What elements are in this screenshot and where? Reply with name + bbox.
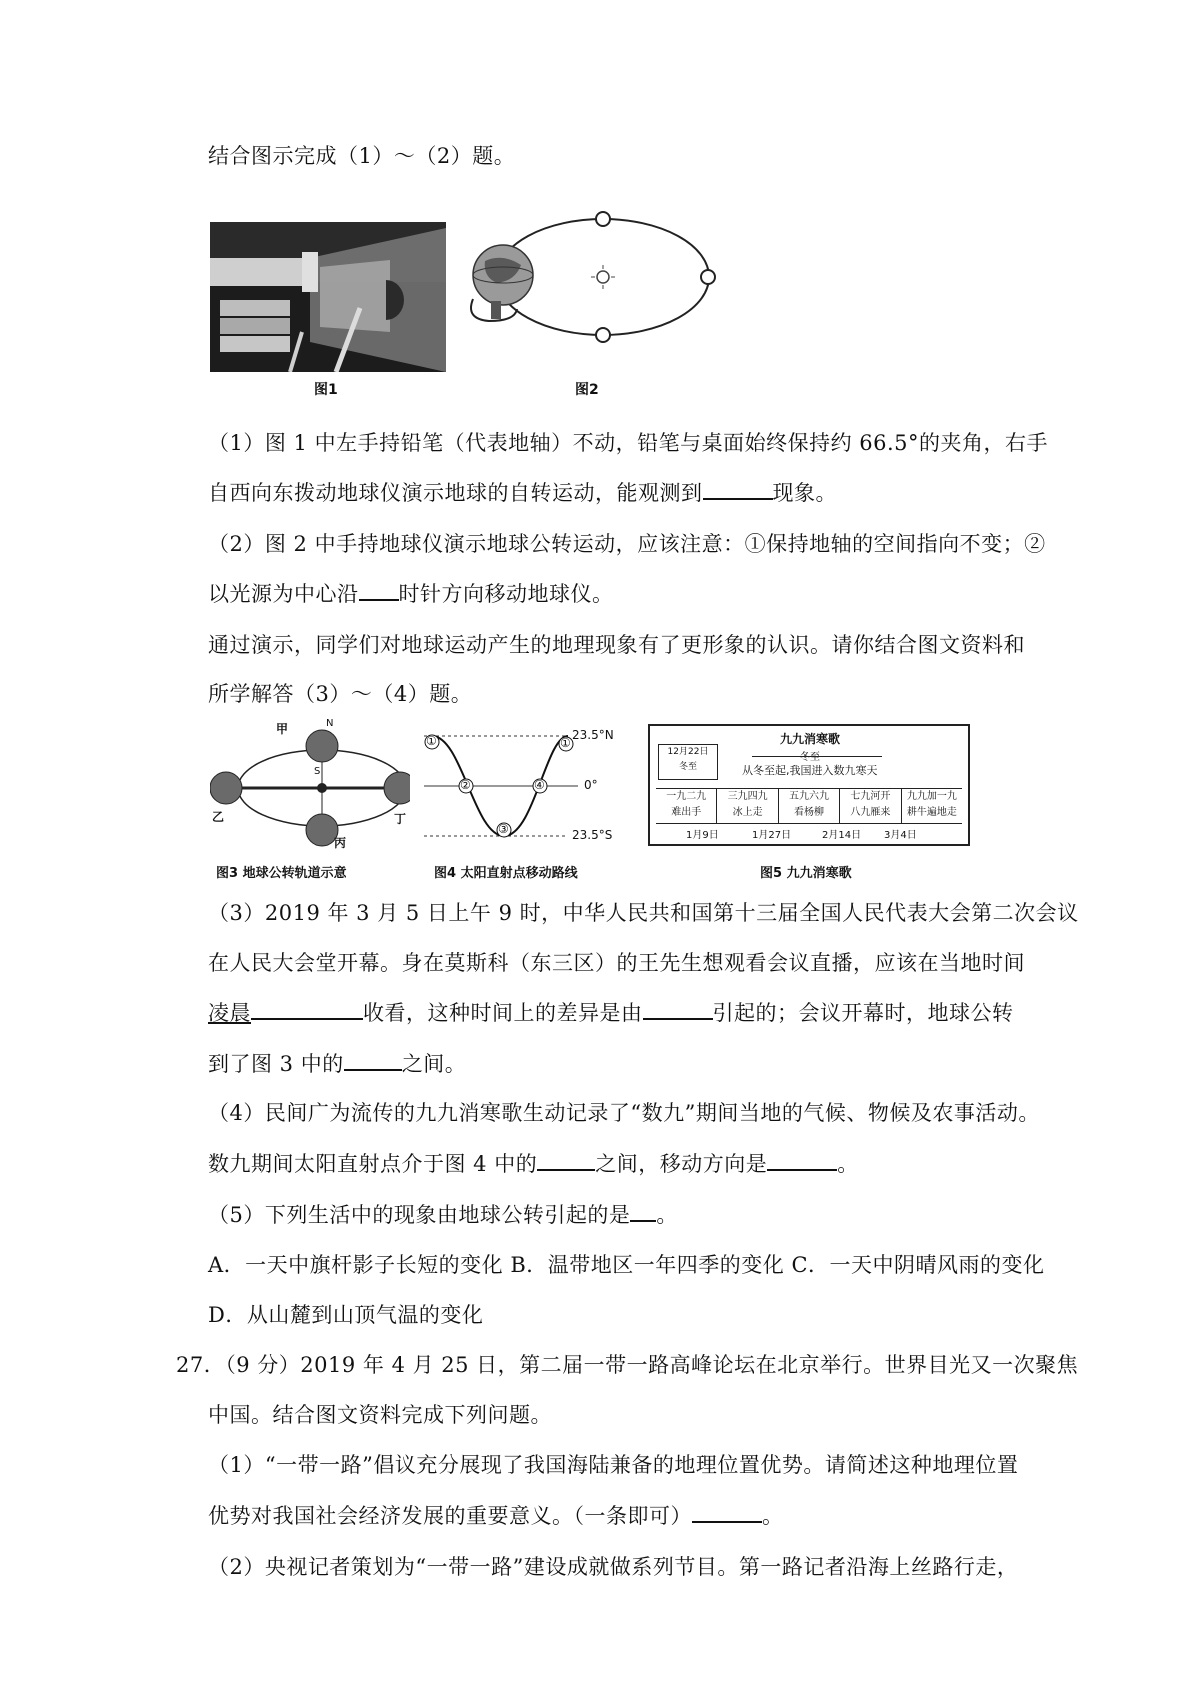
q2-line2	[208, 579, 614, 609]
fig3-label-bing: 丙	[334, 836, 347, 850]
q2-text-end: 时针方向移动地球仪。	[398, 582, 614, 606]
fig5-date-2: 1月27日	[752, 830, 792, 841]
q27-1-text-end: 。	[762, 1504, 784, 1528]
fig5-columns	[656, 788, 962, 824]
fig4-point-4: ④	[534, 778, 545, 792]
q27-text: （9 分）2019 年 4 月 25 日，第二届一带一路高峰论坛在北京举行。世界目光又一次聚焦	[225, 1353, 1079, 1377]
figure-5-song	[648, 724, 970, 846]
fig5-col-1	[656, 789, 717, 823]
q4-text-mid: 之间，移动方向是	[595, 1152, 768, 1176]
figure-2-caption: 图2	[575, 382, 599, 398]
q27-1-line2	[208, 1501, 784, 1531]
fig3-label-yi: 乙	[212, 810, 225, 824]
figure-4-subsolar	[418, 722, 628, 850]
figure-5-caption: 图5 九九消寒歌	[760, 866, 852, 881]
figure-3-orbit	[210, 718, 410, 850]
q3-line1: （3）2019 年 3 月 5 日上午 9 时，中华人民共和国第十三届全国人民代表大会第二次会议	[208, 901, 1079, 925]
fig5-date-1: 1月9日	[686, 830, 719, 841]
q27-number: 27．	[176, 1353, 226, 1377]
q5-option-d: D．从山麓到山顶气温的变化	[208, 1303, 484, 1327]
fig5-date-4: 3月4日	[884, 830, 917, 841]
q27-1-text: 优势对我国社会经济发展的重要意义。（一条即可）	[208, 1504, 692, 1528]
q27-1-line1: （1）“一带一路”倡议充分展现了我国海陆兼备的地理位置优势。请简述这种地理位置	[208, 1453, 1019, 1477]
fig5-col-4	[840, 789, 901, 823]
fig5-subtitle: 从冬至起,我国进入数九寒天	[742, 764, 878, 777]
fig4-label-0: 0°	[584, 778, 598, 792]
fig5-col-5-bottom: 耕牛遍地走	[906, 807, 957, 818]
q5-answer-blank[interactable]	[630, 1202, 656, 1222]
fig5-date-box-line2: 冬至	[678, 762, 697, 772]
fig4-point-1b: ①	[560, 736, 571, 750]
q4-line2	[208, 1149, 859, 1179]
fig5-col-3-bottom: 看杨柳	[794, 807, 825, 818]
q3-line2: 在人民大会堂开幕。身在莫斯科（东三区）的王先生想观看会议直播，应该在当地时间	[208, 951, 1025, 975]
q2-text: 以光源为中心沿	[208, 582, 359, 606]
q3-text-lingchen: 凌晨	[208, 1001, 251, 1025]
fig4-label-23s: 23.5°S	[572, 828, 613, 842]
fig5-col-2-bottom: 冰上走	[732, 807, 763, 818]
fig3-label-jia: 甲	[276, 722, 289, 736]
fig5-title: 九九消寒歌	[780, 732, 841, 746]
q1-line1: （1）图 1 中左手持铅笔（代表地轴）不动，铅笔与桌面始终保持约 66.5°的夹角，右手	[208, 431, 1049, 455]
q1-answer-blank[interactable]	[703, 480, 773, 500]
fig5-col-5-top: 九九加一九	[906, 791, 957, 802]
fig5-dongzhi: 冬至	[800, 752, 820, 763]
q3-answer-blank-cause[interactable]	[643, 1000, 713, 1020]
q3-line3	[208, 998, 1014, 1028]
intro2-line2: 所学解答（3）～（4）题。	[208, 682, 473, 706]
fig5-col-2-top: 三九四九	[727, 791, 768, 802]
q3-answer-blank-orbit[interactable]	[344, 1051, 402, 1071]
q3-text-d: 到了图 3 中的	[208, 1052, 344, 1076]
fig5-col-3	[779, 789, 840, 823]
q4-text-end: 。	[837, 1152, 859, 1176]
fig5-date-box	[658, 744, 718, 780]
q4-line1: （4）民间广为流传的九九消寒歌生动记录了“数九”期间当地的气候、物候及农事活动。	[208, 1101, 1040, 1125]
fig5-col-3-top: 五九六九	[789, 791, 830, 802]
figure-3-caption: 图3 地球公转轨道示意	[216, 866, 347, 881]
fig3-label-n: N	[326, 718, 334, 729]
fig4-point-3: ③	[498, 822, 509, 836]
fig4-point-2: ②	[460, 778, 471, 792]
intro-text: 结合图示完成（1）～（2）题。	[208, 144, 516, 168]
q1-text: 自西向东拨动地球仪演示地球的自转运动，能观测到	[208, 481, 703, 505]
q5-line	[208, 1200, 678, 1230]
q4-answer-blank-direction[interactable]	[767, 1151, 837, 1171]
q27-2-line1: （2）央视记者策划为“一带一路”建设成就做系列节目。第一路记者沿海上丝路行走，	[208, 1555, 1019, 1579]
q3-text-end: 引起的；会议开幕时，地球公转	[712, 1001, 1014, 1025]
q27-line1	[176, 1350, 1078, 1380]
q5-text: （5）下列生活中的现象由地球公转引起的是	[208, 1203, 631, 1227]
q4-answer-blank-range[interactable]	[537, 1151, 595, 1171]
q2-answer-blank[interactable]	[359, 581, 399, 601]
fig5-divider	[752, 756, 882, 757]
fig4-label-23n: 23.5°N	[572, 728, 614, 742]
q5-text-end: 。	[656, 1203, 678, 1227]
figure-4-caption: 图4 太阳直射点移动路线	[434, 866, 578, 881]
fig5-col-4-top: 七九河开	[850, 791, 891, 802]
q27-line2: 中国。结合图文资料完成下列问题。	[208, 1403, 552, 1427]
q2-line1: （2）图 2 中手持地球仪演示地球公转运动，应该注意：①保持地轴的空间指向不变；②	[208, 532, 1046, 556]
figure-2-orbit	[455, 205, 720, 355]
fig5-col-1-top: 一九二九	[666, 791, 707, 802]
intro2-line1: 通过演示，同学们对地球运动产生的地理现象有了更形象的认识。请你结合图文资料和	[208, 633, 1025, 657]
figure-1-caption: 图1	[314, 382, 338, 398]
q5-options-abc: A．一天中旗杆影子长短的变化 B．温带地区一年四季的变化 C．一天中阴晴风雨的变化	[208, 1253, 1045, 1277]
fig5-date-box-line1: 12月22日	[667, 747, 709, 757]
fig4-point-1: ①	[426, 734, 437, 748]
fig5-col-4-bottom: 八九雁来	[850, 807, 891, 818]
fig5-col-1-bottom: 难出手	[671, 807, 702, 818]
q3-text-d-end: 之间。	[401, 1052, 467, 1076]
fig5-col-5	[902, 789, 962, 823]
fig5-date-3: 2月14日	[822, 830, 862, 841]
q27-1-answer-blank[interactable]	[692, 1503, 762, 1523]
q3-text-mid: 收看，这种时间上的差异是由	[363, 1001, 643, 1025]
q1-text-end: 现象。	[772, 481, 837, 505]
fig3-label-ding: 丁	[394, 812, 407, 826]
q4-text: 数九期间太阳直射点介于图 4 中的	[208, 1152, 538, 1176]
fig5-col-2	[717, 789, 778, 823]
q1-line2	[208, 478, 837, 508]
fig3-label-s: S	[314, 766, 321, 777]
q3-line4	[208, 1049, 466, 1079]
figure-1-photo	[210, 222, 446, 372]
q3-answer-blank-time[interactable]	[251, 1000, 363, 1020]
